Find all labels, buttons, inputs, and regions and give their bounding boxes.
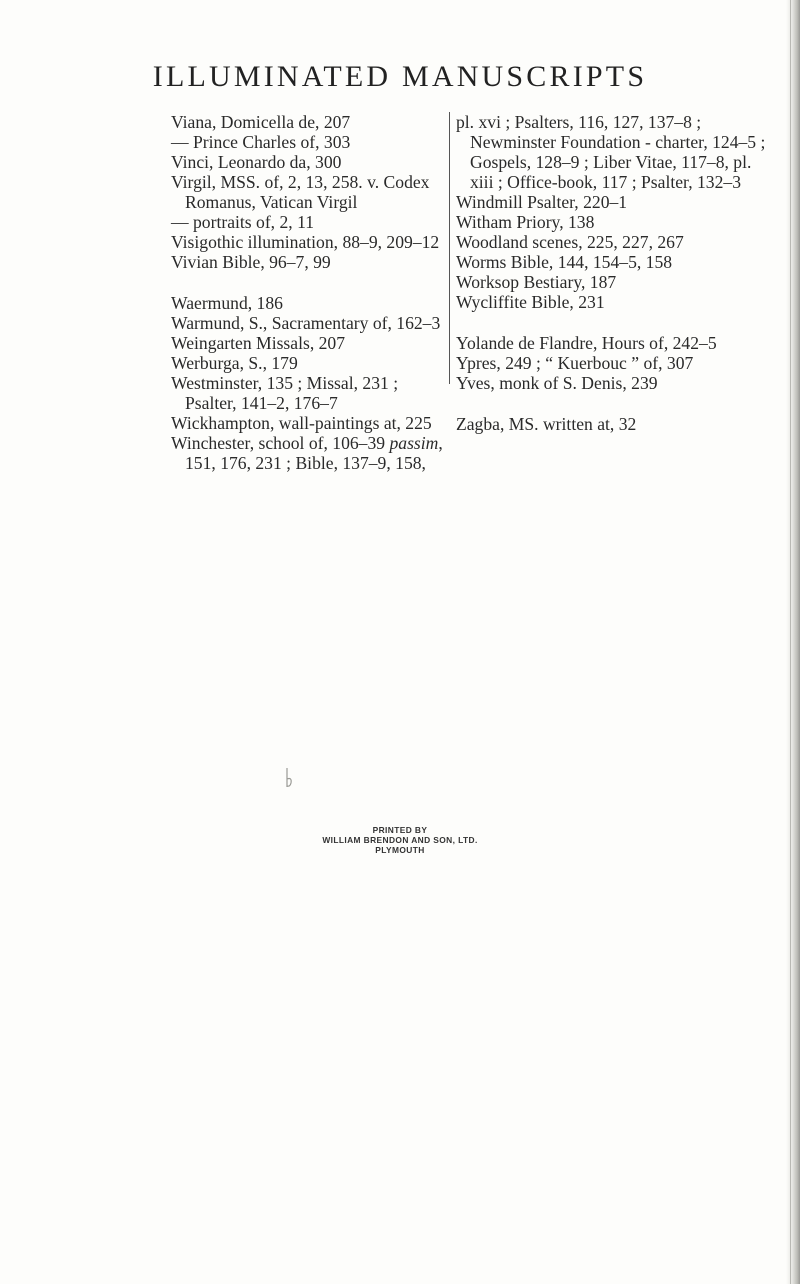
index-column-left xyxy=(171,112,443,473)
section-gap xyxy=(456,393,768,414)
colophon-line-1: PRINTED BY xyxy=(372,825,428,835)
index-entry: Yves, monk of S. Denis, 239 xyxy=(456,373,658,393)
index-entry: Winchester, school of, 106–39 passim, 151, 176, 231 ; Bible, 137–9, 158, xyxy=(171,433,443,473)
pencil-mark xyxy=(284,767,294,789)
index-entry: Windmill Psalter, 220–1 xyxy=(456,192,628,212)
index-entry: Westminster, 135 ; Missal, 231 ; Psalter, 141–2, 176–7 xyxy=(171,373,399,413)
colophon-line-2: WILLIAM BRENDON AND SON, LTD. xyxy=(322,835,478,845)
index-entry: Worms Bible, 144, 154–5, 158 xyxy=(456,252,673,272)
index-entry: Woodland scenes, 225, 227, 267 xyxy=(456,232,684,252)
index-entry: Virgil, MSS. of, 2, 13, 258. v. Codex Romanus, Vatican Virgil xyxy=(171,172,430,212)
index-entry: — portraits of, 2, 11 xyxy=(171,212,315,232)
index-entry: Vinci, Leonardo da, 300 xyxy=(171,152,342,172)
index-column-right xyxy=(456,112,768,434)
section-gap xyxy=(171,272,443,293)
index-entry: Zagba, MS. written at, 32 xyxy=(456,414,637,434)
index-entry: Waermund, 186 xyxy=(171,293,283,313)
index-entry: Witham Priory, 138 xyxy=(456,212,595,232)
index-entry: Weingarten Missals, 207 xyxy=(171,333,346,353)
index-entry: pl. xvi ; Psalters, 116, 127, 137–8 ; Newminster Foundation - charter, 124–5 ; Gospels, 128–9 ; Liber Vitae, 117–8, pl. xiii ; Office-book, 117 ; Psalter, 132–3 xyxy=(456,112,766,192)
page-edge-line xyxy=(790,0,791,1284)
index-entry: Yolande de Flandre, Hours of, 242–5 xyxy=(456,333,717,353)
printer-colophon xyxy=(0,825,800,855)
index-entry: Worksop Bestiary, 187 xyxy=(456,272,617,292)
colophon-line-3: PLYMOUTH xyxy=(375,845,425,855)
page-edge-shadow xyxy=(786,0,800,1284)
index-entry: Wickhampton, wall-paintings at, 225 xyxy=(171,413,432,433)
index-entry: — Prince Charles of, 303 xyxy=(171,132,351,152)
index-entry: Werburga, S., 179 xyxy=(171,353,298,373)
index-entry: Viana, Domicella de, 207 xyxy=(171,112,351,132)
section-gap xyxy=(456,312,768,333)
index-entry: Visigothic illumination, 88–9, 209–12 xyxy=(171,232,440,252)
index-entry: Warmund, S., Sacramentary of, 162–3 xyxy=(171,313,441,333)
index-entry: Vivian Bible, 96–7, 99 xyxy=(171,252,331,272)
running-header: ILLUMINATED MANUSCRIPTS xyxy=(152,60,648,93)
index-entry: Wycliffite Bible, 231 xyxy=(456,292,605,312)
column-divider xyxy=(449,112,450,384)
index-entry: Ypres, 249 ; “ Kuerbouc ” of, 307 xyxy=(456,353,694,373)
